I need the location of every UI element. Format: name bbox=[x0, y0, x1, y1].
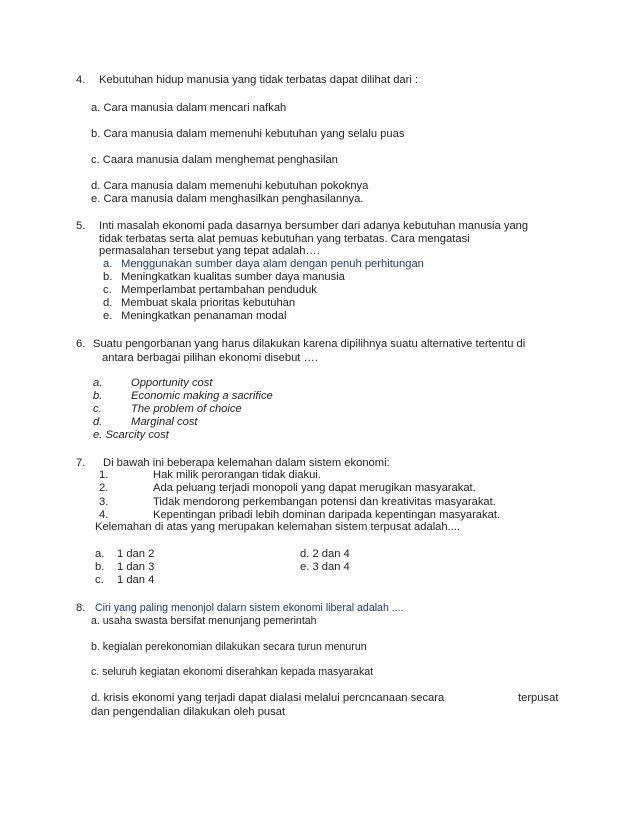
option-b-letter: b. bbox=[93, 390, 103, 402]
option-c-letter: c. bbox=[95, 574, 104, 586]
question-number: 7. bbox=[76, 457, 86, 469]
option-d-line-2: dan pengendalian dilakukan oleh pusat bbox=[91, 706, 286, 718]
option-d-letter: d. bbox=[93, 416, 103, 428]
question-number: 6. bbox=[76, 338, 86, 350]
option-c-letter: c. bbox=[103, 284, 112, 296]
option-a-letter: a. bbox=[93, 377, 103, 389]
question-prompt: Kelemahan di atas yang merupakan kelemahan sistem terpusat adalah.... bbox=[95, 521, 461, 533]
option-c: c. seluruh kegiatan ekonomi diserahkan kepada masyarakat bbox=[91, 666, 374, 678]
option-d-line-1: d. krisis ekonomi yang terjadi dapat dialasi melalui percncanaan secara bbox=[91, 692, 445, 704]
question-stem: Di bawah ini beberapa kelemahan dalam sistem ekonomi: bbox=[103, 457, 390, 469]
item-4-number: 4. bbox=[99, 509, 109, 521]
option-c-text: 1 dan 4 bbox=[117, 574, 155, 586]
question-stem-line-2: antara berbagai pilihan ekonomi disebut …. bbox=[102, 352, 318, 364]
question-number: 5. bbox=[76, 220, 86, 232]
option-e-letter: e. bbox=[103, 310, 113, 322]
item-4-text: Kepentingan pribadi lebih dominan daripada kepentingan masyarakat. bbox=[153, 509, 501, 521]
option-e-text: Meningkatkan penanaman modal bbox=[121, 310, 287, 322]
option-d: d. 2 dan 4 bbox=[300, 548, 350, 560]
question-stem-line-1: Suatu pengorbanan yang harus dilakukan karena dipilihnya suatu alternative tertentu di bbox=[93, 338, 526, 350]
option-a-letter: a. bbox=[103, 258, 113, 270]
question-stem: Kebutuhan hidup manusia yang tidak terbatas dapat dilihat dari : bbox=[99, 74, 419, 86]
item-1-text: Hak milik perorangan tidak diakui. bbox=[153, 469, 321, 481]
option-b-letter: b. bbox=[95, 561, 105, 573]
question-stem-line-2: tidak terbatas serta alat pemuas kebutuhan yang terbatas. Cara mengatasi bbox=[99, 233, 470, 245]
option-b-text: Economic making a sacrifice bbox=[131, 390, 273, 402]
option-a-text: Opportunity cost bbox=[131, 377, 213, 389]
option-b-letter: b. bbox=[103, 271, 113, 283]
item-1-number: 1. bbox=[99, 469, 109, 481]
option-e: e. Cara manusia dalam menghasilkan penghasilannya. bbox=[91, 193, 364, 205]
option-d-line-1-end: terpusat bbox=[518, 692, 559, 704]
option-b-text: 1 dan 3 bbox=[117, 561, 155, 573]
option-b: b. Cara manusia dalam memenuhi kebutuhan yang selalu puas bbox=[91, 128, 405, 140]
option-d-text: Membuat skala prioritas kebutuhan bbox=[121, 297, 296, 309]
question-stem-line-1: Inti masalah ekonomi pada dasarnya bersumber dari adanya kebutuhan manusia yang bbox=[99, 220, 529, 232]
item-2-number: 2. bbox=[99, 482, 109, 494]
option-a: a. usaha swasta bersifat menunjang pemerintah bbox=[91, 615, 317, 627]
option-e: e. 3 dan 4 bbox=[300, 561, 350, 573]
option-a-text: Menggunakan sumber daya alam dengan penuh perhitungan bbox=[121, 258, 424, 270]
option-b-text: Meningkatkan kualitas sumber daya manusia bbox=[121, 271, 345, 283]
option-c-text: Memperlambat pertambahan penduduk bbox=[121, 284, 317, 296]
option-c: c. Caara manusia dalam menghemat penghasilan bbox=[91, 154, 338, 166]
question-stem-line-3: permasalahan tersebut yang tepat adalah…. bbox=[99, 245, 320, 257]
option-d-text: Marginal cost bbox=[131, 416, 198, 428]
option-a: a. Cara manusia dalam mencari nafkah bbox=[91, 102, 287, 114]
option-a-letter: a. bbox=[95, 548, 105, 560]
question-stem: Ciri yang paling menonjol dalarn sistem ekonomi liberal adalah .... bbox=[95, 602, 404, 614]
option-d-letter: d. bbox=[103, 297, 113, 309]
item-2-text: Ada peluang terjadi monopoli yang dapat merugikan masyarakat. bbox=[153, 482, 476, 494]
item-3-number: 3. bbox=[99, 496, 109, 508]
item-3-text: Tidak mendorong perkembangan potensi dan kreativitas masyarakat. bbox=[153, 496, 496, 508]
option-c-text: The problem of choice bbox=[131, 403, 242, 415]
option-c-letter: c. bbox=[93, 403, 102, 415]
question-number: 8. bbox=[76, 602, 86, 614]
option-d: d. Cara manusia dalam memenuhi kebutuhan pokoknya bbox=[91, 180, 369, 192]
option-a-text: 1 dan 2 bbox=[117, 548, 155, 560]
question-number: 4. bbox=[76, 74, 86, 86]
option-b: b. kegialan perekonomian dilakukan secara turun menurun bbox=[91, 641, 367, 653]
option-e: e. Scarcity cost bbox=[93, 429, 169, 441]
